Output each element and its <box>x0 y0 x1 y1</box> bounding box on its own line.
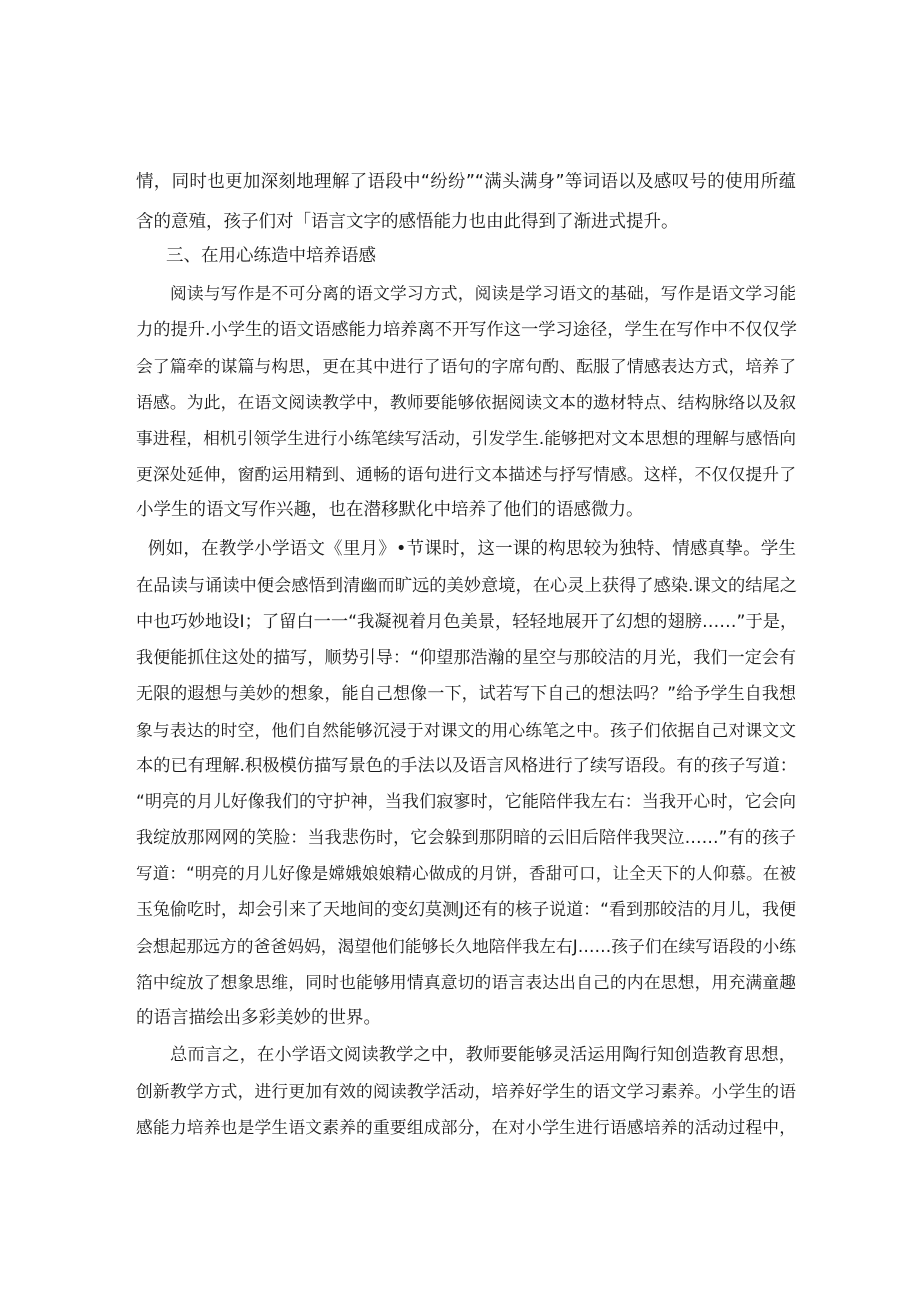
text-line: 事进程，相机引领学生进行小练笔续写活动，引发学生.能够把对文本思想的理解与感悟向 <box>136 428 796 448</box>
text-line: 会想起那远方的爸爸妈妈，渴望他们能够长久地陪伴我左右J……孩子们在续写语段的小练 <box>136 936 796 956</box>
text-line: 力的提升.小学生的语文语感能力培养离不开写作这一学习途径，学生在写作中不仅仅学 <box>136 320 797 340</box>
text-line: 我便能抓住这处的描写，顺势引导：“仰望那浩瀚的星空与那皎洁的月光，我们一定会有 <box>136 648 796 668</box>
text-line: 例如，在教学小学语文《里月》•节课时，这一课的构思较为独特、情感真挚。学生 <box>148 539 796 559</box>
text-line: 写道：“明亮的月儿好像是嫦娥娘娘精心做成的月饼，香甜可口，让全天下的人仰慕。在被 <box>136 864 796 883</box>
text-line: 创新教学方式，进行更加有效的阅读教学活动，培养好学生的语文学习素养。小学生的语 <box>136 1081 796 1101</box>
text-line: 我绽放那网网的笑脸：当我悲伤时，它会躲到那阴暗的云旧后陪伴我哭泣……”有的孩子 <box>136 828 796 848</box>
text-line: 本的已有理解.积极模仿描写景色的手法以及语言风格进行了续写语段。有的孩子写道： <box>136 756 797 776</box>
text-line: 象与表达的时空，他们自然能够沉浸于对课文的用心练笔之中。孩子们依据自己对课文文 <box>136 720 796 740</box>
text-line: 小学生的语文写作兴趣，也在潜移默化中培养了他们的语感微力。 <box>136 500 644 520</box>
text-line: 总而言之，在小学语文阅读教学之中，教师要能够灵活运用陶行知创造教育思想， <box>170 1045 796 1065</box>
text-line: 语感。为此，在语文阅读教学中，教师要能够依据阅读文本的遨材特点、结构脉络以及叙 <box>136 392 796 412</box>
text-line: 情，同时也更加深刻地理解了语段中“纷纷”“满头满身”等词语以及感叹号的使用所蕴 <box>136 172 796 192</box>
section-heading: 三、在用心练造中培养语感 <box>166 246 376 266</box>
text-line: 感能力培养也是学生语文素养的重要组成部分，在对小学生进行语感培养的活动过程中， <box>136 1117 796 1137</box>
text-line: “明亮的月儿好像我们的守护神，当我们寂寥时，它能陪伴我左右：当我开心时，它会向 <box>136 792 796 812</box>
text-line: 更深处延伸，窗酌运用精到、通畅的语句进行文本描述与抒写情感。这样，不仅仅提升了 <box>136 464 796 484</box>
text-line: 在品读与诵读中便会感悟到清幽而旷远的美妙意境，在心灵上获得了感染.课文的结尾之 <box>136 576 797 596</box>
text-line: 的语言描绘出多彩美妙的世界。 <box>136 1008 381 1028</box>
text-line: 会了篇牵的谋篇与构思，更在其中进行了语句的字席句酌、酝服了情感表达方式，培养了 <box>136 356 796 376</box>
text-line: 无限的遐想与美妙的想象，能自己想像一下，试若写下自己的想法吗？”给予学生自我想 <box>136 684 796 704</box>
text-line: 中也巧妙地设I；了留白一一“我凝视着月色美景，轻轻地展开了幻想的翅膀……”于是， <box>136 612 798 632</box>
text-line: 箔中绽放了想象思维，同时也能够用情真意切的语言表达出自己的内在思想，用充满童趣 <box>136 972 796 992</box>
text-line: 玉兔偷吃时，却会引来了天地间的变幻莫测J还有的核子说道：“看到那皎洁的月儿，我便 <box>136 900 796 920</box>
text-line: 阅读与写作是不可分离的语文学习方式，阅读是学习语文的基础，写作是语文学习能 <box>170 283 796 303</box>
text-line: 含的意殖，孩子们对「语言文字的感悟能力也由此得到了渐进式提升。 <box>136 212 679 232</box>
